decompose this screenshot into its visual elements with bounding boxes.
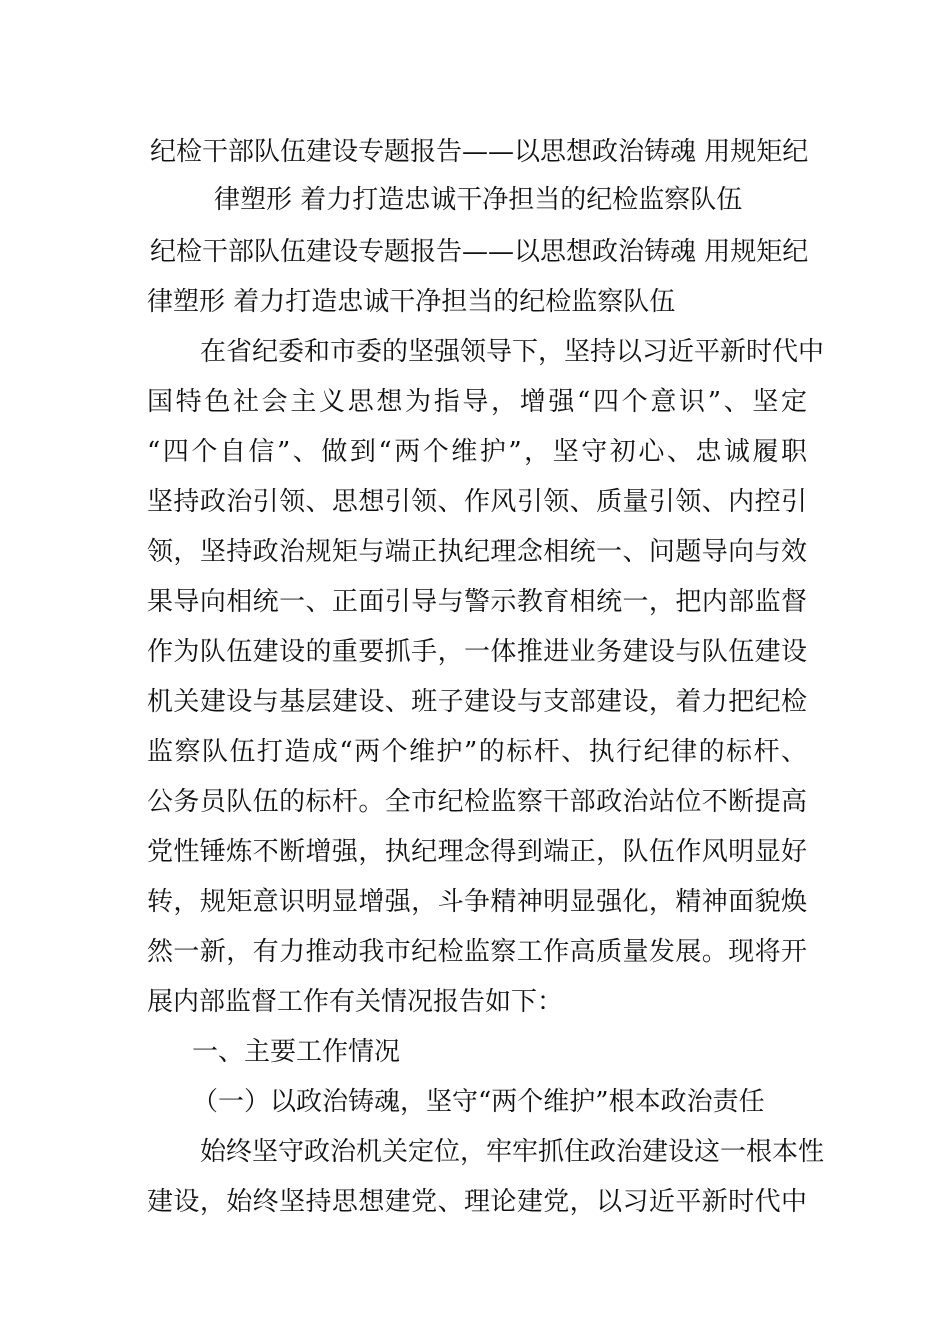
title-line-2: 律塑形 着力打造忠诚干净担当的纪检监察队伍 bbox=[214, 185, 743, 215]
subsection-heading: （一）以政治铸魂，坚守“两个维护”根本政治责任 bbox=[192, 1087, 765, 1117]
body-line-6: 果导向相统一、正面引导与警示教育相统一，把内部监督 bbox=[147, 587, 807, 617]
body-line-2: 国特色社会主义思想为指导，增强“四个意识”、坚定 bbox=[147, 387, 807, 417]
section-body-line-1: 始终坚守政治机关定位，牢牢抓住政治建设这一根本性 bbox=[200, 1137, 825, 1167]
body-line-10: 公务员队伍的标杆。全市纪检监察干部政治站位不断提高 bbox=[147, 787, 807, 817]
subtitle-line-2: 律塑形 着力打造忠诚干净担当的纪检监察队伍 bbox=[147, 287, 676, 317]
body-line-1: 在省纪委和市委的坚强领导下，坚持以习近平新时代中 bbox=[200, 337, 825, 367]
body-line-14: 展内部监督工作有关情况报告如下： bbox=[147, 987, 564, 1017]
body-line-9: 监察队伍打造成“两个维护”的标杆、执行纪律的标杆、 bbox=[147, 737, 807, 767]
body-line-13: 然一新，有力推动我市纪检监察工作高质量发展。现将开 bbox=[147, 937, 807, 967]
section-body-line-2: 建设，始终坚持思想建党、理论建党，以习近平新时代中 bbox=[147, 1187, 807, 1217]
body-line-11: 党性锤炼不断增强，执纪理念得到端正，队伍作风明显好 bbox=[147, 837, 807, 867]
body-line-5: 领，坚持政治规矩与端正执纪理念相统一、问题导向与效 bbox=[147, 537, 807, 567]
body-line-3: “四个自信”、做到“两个维护”，坚守初心、忠诚履职 bbox=[147, 437, 807, 467]
title-line-1: 纪检干部队伍建设专题报告——以思想政治铸魂 用规矩纪 bbox=[150, 137, 809, 167]
body-line-4: 坚持政治引领、思想引领、作风引领、质量引领、内控引 bbox=[147, 487, 807, 517]
body-line-7: 作为队伍建设的重要抓手，一体推进业务建设与队伍建设 bbox=[147, 637, 807, 667]
section-heading: 一、主要工作情况 bbox=[192, 1037, 401, 1067]
body-line-12: 转，规矩意识明显增强，斗争精神明显强化，精神面貌焕 bbox=[147, 887, 807, 917]
body-line-8: 机关建设与基层建设、班子建设与支部建设，着力把纪检 bbox=[147, 687, 807, 717]
subtitle-line-1: 纪检干部队伍建设专题报告——以思想政治铸魂 用规矩纪 bbox=[150, 237, 809, 267]
